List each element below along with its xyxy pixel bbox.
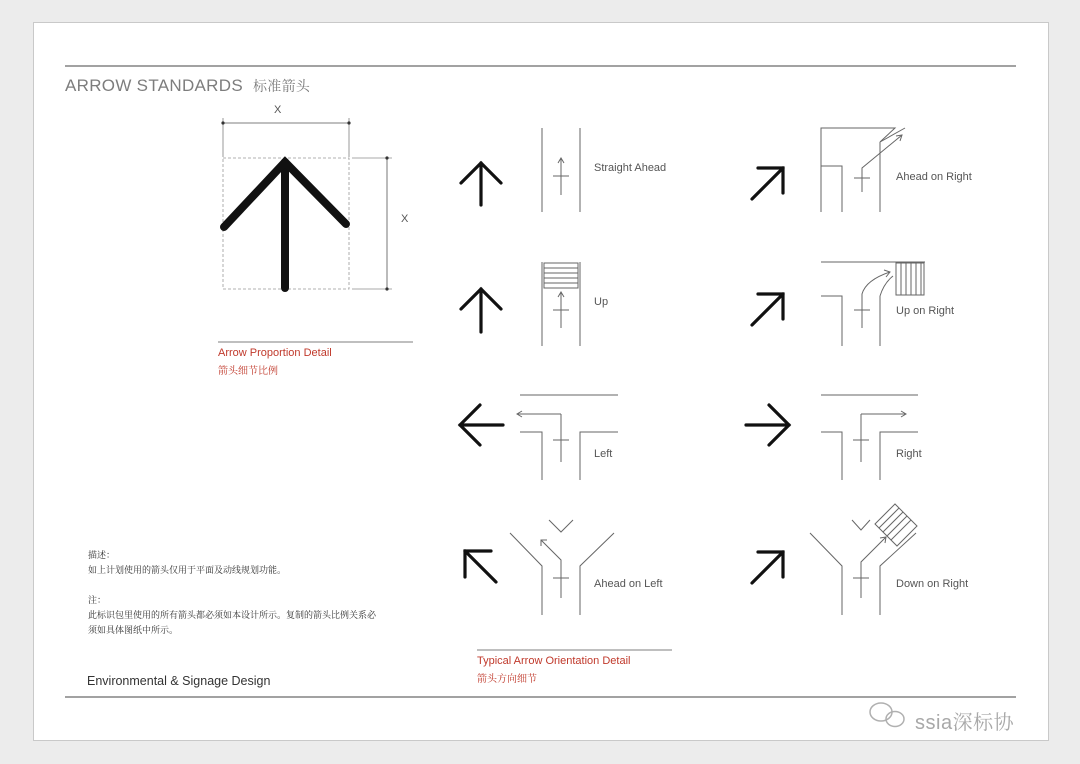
- label-left: Left: [594, 448, 613, 460]
- proportion-caption-cn: 箭头细节比例: [218, 366, 278, 377]
- label-down-on-right: Down on Right: [896, 578, 969, 590]
- desc-text: 如上计划使用的箭头仅用于平面及动线规划功能。: [88, 565, 287, 575]
- proportion-caption-en: Arrow Proportion Detail: [218, 347, 332, 359]
- plan-right: [821, 395, 918, 480]
- arrow-right-icon: [746, 405, 789, 445]
- page-title: [65, 76, 310, 96]
- notes-block: [88, 548, 376, 638]
- plan-up: [542, 262, 580, 346]
- plan-down-right: [810, 504, 917, 615]
- dimension-x-side: X: [401, 213, 409, 225]
- wechat-logo-icon: [870, 703, 904, 727]
- arrow-straight-icon: [461, 163, 501, 205]
- arrow-down-right-icon: [752, 552, 783, 583]
- proportion-arrow-icon: [224, 162, 346, 288]
- label-ahead-on-left: Ahead on Left: [594, 578, 663, 590]
- desc-title: 描述：: [88, 550, 116, 560]
- plan-ahead-right: [821, 128, 905, 212]
- label-straight-ahead: Straight Ahead: [594, 162, 667, 174]
- label-up-on-right: Up on Right: [896, 305, 955, 317]
- page-title-cn: 标准箭头: [252, 78, 311, 94]
- label-up: Up: [594, 296, 609, 308]
- arrow-ahead-right-icon: [752, 168, 783, 199]
- watermark: ssia深标协: [915, 712, 1015, 734]
- proportion-detail: [218, 118, 413, 342]
- plan-left: [517, 395, 618, 480]
- note-line-1: 此标识包里使用的所有箭头都必须如本设计所示。复制的箭头比例关系必: [88, 610, 377, 620]
- orientation-caption-en: Typical Arrow Orientation Detail: [477, 655, 631, 667]
- arrow-up-icon: [461, 289, 501, 332]
- plan-straight-ahead: [542, 128, 580, 212]
- arrow-up-right-icon: [752, 294, 783, 325]
- orientation-caption-cn: 箭头方向细节: [477, 674, 537, 685]
- label-right: Right: [896, 448, 922, 460]
- page-title-en: ARROW STANDARDS: [65, 76, 243, 95]
- label-ahead-on-right: Ahead on Right: [896, 171, 972, 183]
- footer-text: Environmental & Signage Design: [87, 674, 271, 688]
- plan-ahead-left: [510, 520, 614, 615]
- arrow-ahead-left-icon: [465, 551, 496, 582]
- arrow-left-icon: [460, 405, 503, 445]
- note-line-2: 须如具体图纸中所示。: [88, 625, 179, 635]
- plan-up-right: [821, 262, 925, 346]
- dimension-x-top: X: [274, 104, 282, 116]
- note-title: 注：: [88, 595, 107, 605]
